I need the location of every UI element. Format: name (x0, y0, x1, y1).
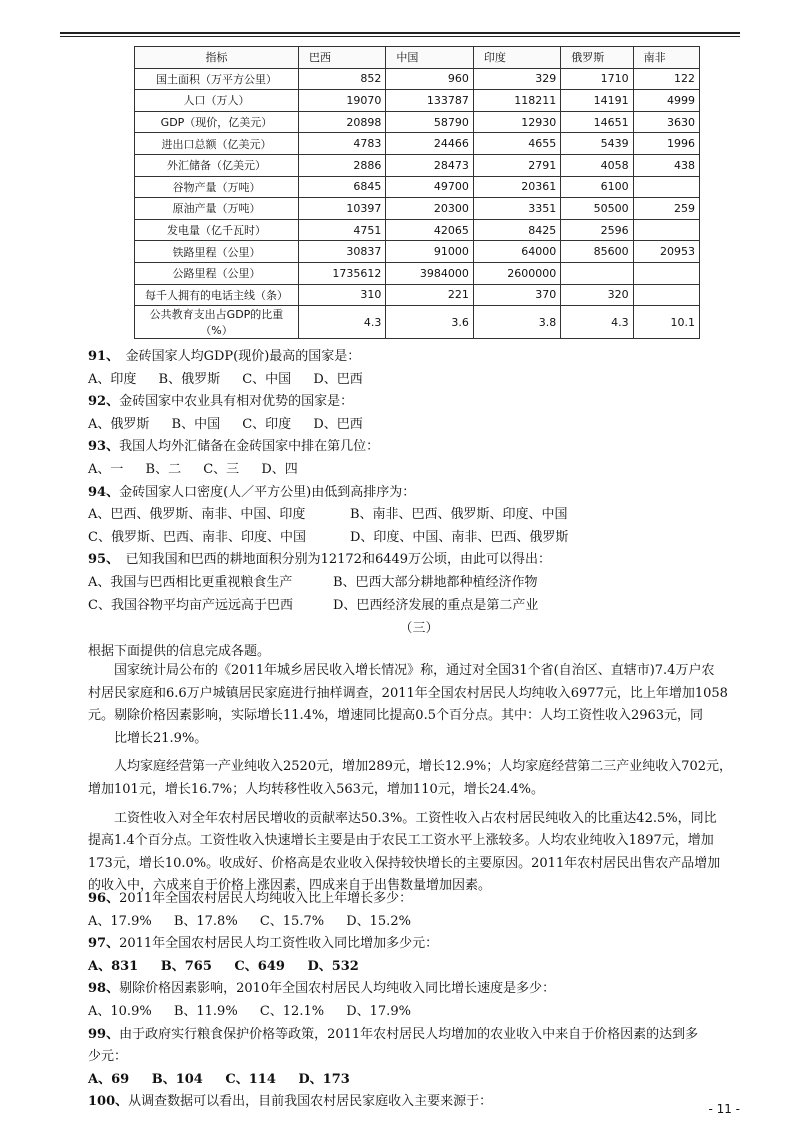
question-99-options (88, 1069, 750, 1092)
table-cell: 1735612 (299, 262, 386, 284)
table-cell: 4655 (473, 133, 560, 155)
option: B、中国 (171, 416, 221, 432)
option: D、四 (261, 461, 298, 477)
table-cell: 310 (299, 284, 386, 306)
table-cell: 20898 (299, 111, 386, 133)
passage-line: 比增长21.9%。 (114, 730, 208, 746)
questions-content (88, 346, 750, 617)
page-number: - 11 - (708, 1102, 740, 1116)
table-cell: 4058 (561, 154, 633, 176)
option: D、173 (298, 1071, 350, 1087)
intro-text: 根据下面提供的信息完成各题。 (88, 643, 271, 659)
passage-line: 国家统计局公布的《2011年城乡居民收入增长情况》称，通过对全国31个省(自治区、直辖市)7.4万户农 (114, 663, 715, 678)
table-cell (633, 262, 699, 284)
passage-line: 173元，增长10.0%。收成好、价格高是农业收入保持较快增长的主要原因。2011年农村居民出售农产品增加 (88, 855, 721, 871)
option: C、俄罗斯、巴西、南非、印度、中国 (88, 529, 306, 545)
table-cell: 20300 (386, 198, 473, 220)
table-cell: 3630 (633, 111, 699, 133)
header-rule-thin (60, 36, 740, 37)
option: C、中国 (242, 371, 292, 387)
option: C、649 (234, 958, 285, 974)
option: B、104 (151, 1071, 203, 1087)
table-cell (633, 284, 699, 306)
table-cell: 852 (299, 68, 386, 90)
question-91-options (88, 369, 750, 392)
indicator-label: 国土面积（万平方公里） (135, 68, 299, 90)
option: C、114 (225, 1071, 276, 1087)
header-south-africa: 南非 (633, 47, 699, 69)
table-row (135, 219, 700, 241)
table-cell: 3.8 (473, 306, 560, 339)
header-china: 中国 (386, 47, 473, 69)
option: B、二 (145, 461, 182, 477)
passage-line: 的收入中，六成来自于价格上涨因素，四成来自于出售数量增加因素。 (88, 878, 492, 894)
option: D、532 (307, 958, 359, 974)
table-cell: 49700 (386, 176, 473, 198)
header-rule-thick (60, 32, 740, 34)
indicator-label: 公路里程（公里） (135, 262, 299, 284)
option: A、俄罗斯 (88, 416, 150, 432)
table-cell: 4.3 (299, 306, 386, 339)
question-98: 98、剔除价格因素影响，2010年全国农村居民人均纯收入同比增长速度是多少： (88, 981, 556, 997)
section-three (88, 618, 750, 663)
brics-data-table (134, 46, 700, 339)
table-cell (561, 262, 633, 284)
indicator-label: 发电量（亿千瓦时） (135, 219, 299, 241)
table-cell: 85600 (561, 241, 633, 263)
table-cell: 6100 (561, 176, 633, 198)
option: A、印度 (88, 371, 137, 387)
table-cell: 3351 (473, 198, 560, 220)
option: C、我国谷物平均亩产远远高于巴西 (88, 597, 293, 613)
table-cell: 8425 (473, 219, 560, 241)
option: B、南非、巴西、俄罗斯、印度、中国 (350, 507, 568, 523)
indicator-label: GDP（现价，亿美元） (135, 111, 299, 133)
section-heading: （三） (399, 621, 439, 636)
table-row (135, 111, 700, 133)
table-cell: 20361 (473, 176, 560, 198)
question-99-continued: 少元： (88, 1049, 128, 1065)
table-cell: 30837 (299, 241, 386, 263)
table-header-row (135, 47, 700, 69)
option: C、15.7% (259, 913, 325, 929)
table-cell: 20953 (633, 241, 699, 263)
option: B、俄罗斯 (158, 371, 221, 387)
option: D、15.2% (346, 913, 411, 929)
question-92-options (88, 414, 750, 437)
option: B、巴西大部分耕地都种植经济作物 (333, 574, 538, 590)
question-97-options (88, 956, 750, 979)
question-98-options (88, 1001, 750, 1024)
option: A、巴西、俄罗斯、南非、中国、印度 (88, 507, 306, 523)
table-cell: 5439 (561, 133, 633, 155)
option: D、17.9% (346, 1003, 411, 1019)
table-row (135, 284, 700, 306)
table-cell: 3984000 (386, 262, 473, 284)
question-95-options-cd (88, 595, 750, 618)
table-row (135, 262, 700, 284)
table-row (135, 176, 700, 198)
table-cell: 19070 (299, 90, 386, 112)
table-row (135, 90, 700, 112)
table-cell: 2596 (561, 219, 633, 241)
option: B、765 (160, 958, 212, 974)
table-cell: 2886 (299, 154, 386, 176)
question-95-options-ab (88, 572, 750, 595)
passage-line: 人均家庭经营第一产业纯收入2520元，增加289元，增长12.9%；人均家庭经营第二三产业纯收入702元， (114, 759, 733, 775)
question-96: 96、2011年全国农村居民人均纯收入比上年增长多少： (88, 891, 413, 906)
table-cell: 122 (633, 68, 699, 90)
option: A、831 (88, 958, 139, 974)
question-95: 95、 已知我国和巴西的耕地面积分别为12172和6449万公顷，由此可以得出： (88, 552, 552, 568)
question-94: 94、金砖国家人口密度(人／平方公里)由低到高排序为： (88, 484, 416, 500)
question-94-options-cd (88, 527, 750, 550)
question-100: 100、从调查数据可以看出，目前我国农村居民家庭收入主要来源于： (88, 1094, 493, 1110)
table-cell: 438 (633, 154, 699, 176)
table-cell: 133787 (386, 90, 473, 112)
question-91: 91、 金砖国家人均GDP(现价)最高的国家是： (88, 349, 361, 364)
table-row (135, 306, 700, 339)
question-99: 99、由于政府实行粮食保护价格等政策，2011年农村居民人均增加的农业收入中来自于价格因素的达到多 (88, 1026, 699, 1042)
questions-96-100 (88, 888, 750, 1114)
header-indicator: 指标 (135, 47, 299, 69)
passage-line: 元。剔除价格因素影响，实际增长11.4%，增速同比提高0.5个百分点。其中：人均工资性收入2963元，同 (88, 708, 704, 724)
option: A、10.9% (88, 1003, 152, 1019)
question-96-options (88, 911, 750, 934)
table-cell: 320 (561, 284, 633, 306)
passage-line: 工资性收入对全年农村居民增收的贡献率达50.3%。工资性收入占农村居民纯收入的比重达42.5%，同比 (114, 810, 717, 826)
table-cell: 329 (473, 68, 560, 90)
question-93: 93、我国人均外汇储备在金砖国家中排在第几位： (88, 439, 380, 455)
table-cell: 58790 (386, 111, 473, 133)
header-india: 印度 (473, 47, 560, 69)
option: B、11.9% (173, 1003, 238, 1019)
question-94-options-ab (88, 504, 750, 527)
option: A、69 (88, 1071, 130, 1087)
table-cell: 12930 (473, 111, 560, 133)
passage-line: 村居民家庭和6.6万户城镇居民家庭进行抽样调查，2011年全国农村居民人均纯收入6977元，比上年增加1058 (88, 685, 728, 701)
option: A、17.9% (88, 913, 152, 929)
table-cell: 370 (473, 284, 560, 306)
indicator-label: 人口（万人） (135, 90, 299, 112)
table-cell: 64000 (473, 241, 560, 263)
option: D、巴西 (313, 416, 363, 432)
table-cell: 28473 (386, 154, 473, 176)
option: C、印度 (242, 416, 292, 432)
passage (88, 660, 750, 898)
table-row (135, 241, 700, 263)
option: C、12.1% (259, 1003, 325, 1019)
table-cell: 2791 (473, 154, 560, 176)
option: D、巴西 (313, 371, 363, 387)
table-row (135, 68, 700, 90)
table-cell: 4783 (299, 133, 386, 155)
table-cell: 10.1 (633, 306, 699, 339)
passage-line: 提高1.4个百分点。工资性收入快速增长主要是由于农民工工资水平上涨较多。人均农业纯收入1897元，增加 (88, 833, 714, 849)
option: A、我国与巴西相比更重视粮食生产 (88, 574, 293, 590)
table-cell: 6845 (299, 176, 386, 198)
table-cell: 14651 (561, 111, 633, 133)
header-brazil: 巴西 (299, 47, 386, 69)
option: C、三 (203, 461, 240, 477)
question-92: 92、金砖国家中农业具有相对优势的国家是： (88, 394, 354, 410)
indicator-label: 公共教育支出占GDP的比重（%） (135, 306, 299, 339)
table-cell: 2600000 (473, 262, 560, 284)
indicator-label: 进出口总额（亿美元） (135, 133, 299, 155)
option: D、印度、中国、南非、巴西、俄罗斯 (350, 529, 569, 545)
table-cell: 91000 (386, 241, 473, 263)
indicator-label: 原油产量（万吨） (135, 198, 299, 220)
table-row (135, 198, 700, 220)
table-cell (633, 219, 699, 241)
passage-line: 增加101元，增长16.7%；人均转移性收入563元，增加110元，增长24.4%。 (88, 781, 545, 797)
table-cell: 14191 (561, 90, 633, 112)
question-97: 97、2011年全国农村居民人均工资性收入同比增加多少元： (88, 936, 439, 952)
option: D、巴西经济发展的重点是第二产业 (333, 597, 539, 613)
table-cell: 42065 (386, 219, 473, 241)
table-cell: 221 (386, 284, 473, 306)
table-cell: 1710 (561, 68, 633, 90)
indicator-label: 每千人拥有的电话主线（条） (135, 284, 299, 306)
table-row (135, 133, 700, 155)
table-cell: 259 (633, 198, 699, 220)
indicator-label: 谷物产量（万吨） (135, 176, 299, 198)
table-cell: 10397 (299, 198, 386, 220)
indicator-label: 铁路里程（公里） (135, 241, 299, 263)
option: B、17.8% (173, 913, 238, 929)
option: A、一 (88, 461, 124, 477)
table-cell: 1996 (633, 133, 699, 155)
table-cell: 4751 (299, 219, 386, 241)
table-cell: 3.6 (386, 306, 473, 339)
table-row (135, 154, 700, 176)
table-cell (633, 176, 699, 198)
header-russia: 俄罗斯 (561, 47, 633, 69)
indicator-label: 外汇储备（亿美元） (135, 154, 299, 176)
table-cell: 24466 (386, 133, 473, 155)
table-cell: 4.3 (561, 306, 633, 339)
table-cell: 118211 (473, 90, 560, 112)
question-93-options (88, 459, 750, 482)
table-cell: 960 (386, 68, 473, 90)
table-cell: 4999 (633, 90, 699, 112)
table-cell: 50500 (561, 198, 633, 220)
